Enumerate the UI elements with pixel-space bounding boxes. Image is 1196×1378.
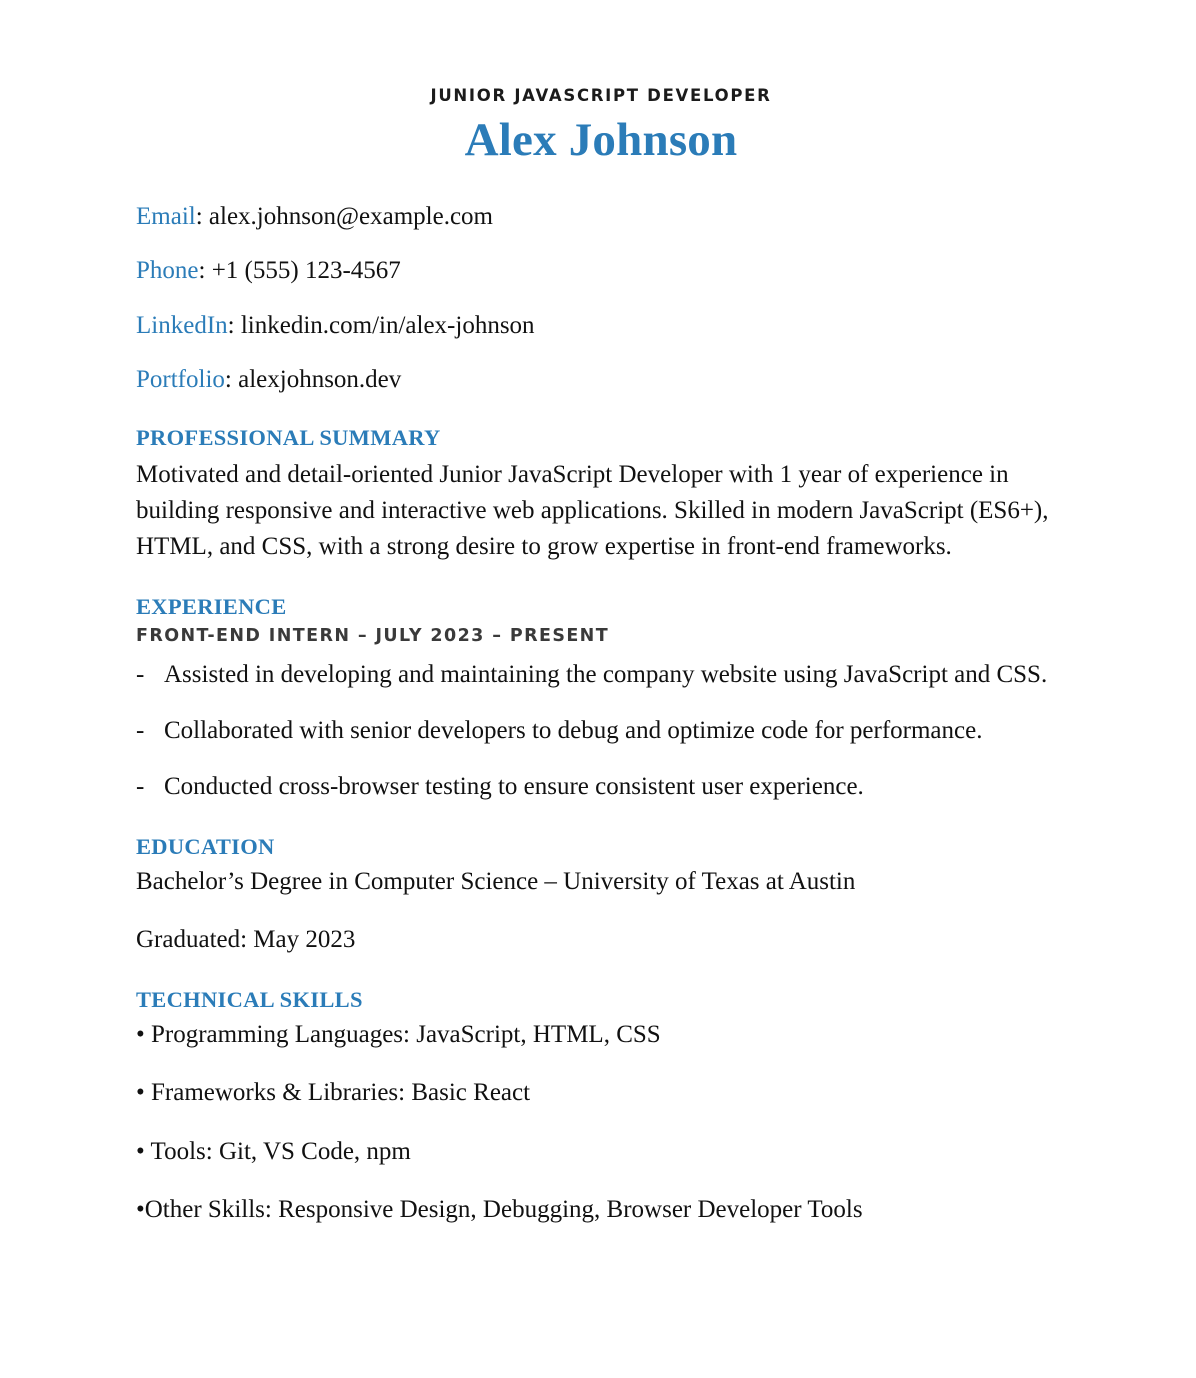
contact-phone-value[interactable]: +1 (555) 123-4567 (211, 257, 401, 285)
list-item: • Frameworks & Libraries: Basic React (136, 1079, 531, 1106)
contact-portfolio-value[interactable]: alexjohnson.dev (238, 365, 402, 393)
contact-portfolio-label: Portfolio (136, 365, 225, 393)
list-item: • Programming Languages: JavaScript, HTML, CSS (136, 1020, 661, 1048)
section-heading-education: EDUCATION (136, 833, 275, 859)
professional-summary-text: Motivated and detail-oriented Junior JavaScript Developer with 1 year of experience in building responsive and interactive web applications. Skilled in modern JavaScript (ES6+), HTML, and CSS, with a strong desire to grow expertise in front-end frameworks. (136, 461, 1049, 560)
contact-portfolio-separator: : (224, 365, 239, 393)
contact-email (136, 201, 1066, 232)
experience-bullet-list (136, 658, 1066, 803)
bullet-marker: - (136, 661, 145, 689)
contact-linkedin-label: LinkedIn (136, 311, 228, 339)
job-title: JUNIOR JAVASCRIPT DEVELOPER (430, 86, 772, 105)
contact-portfolio (136, 364, 1066, 395)
experience-bullet-text: Conducted cross-browser testing to ensure consistent user experience. (164, 772, 864, 800)
experience-bullet-text: Assisted in developing and maintaining the company website using JavaScript and CSS. (164, 661, 1048, 689)
list-item: • Tools: Git, VS Code, npm (136, 1137, 411, 1165)
bullet-marker: - (136, 772, 145, 800)
education-graduated: Graduated: May 2023 (136, 926, 356, 953)
contact-linkedin-value[interactable]: linkedin.com/in/alex-johnson (240, 311, 535, 339)
contact-phone (136, 255, 1066, 286)
contact-email-value[interactable]: alex.johnson@example.com (208, 203, 493, 230)
contact-email-separator: : (195, 203, 209, 230)
contact-phone-label: Phone (136, 257, 199, 285)
candidate-name: Alex Johnson (464, 114, 738, 166)
list-item (136, 770, 1066, 804)
experience-bullet-text: Collaborated with senior developers to debug and optimize code for performance. (164, 717, 983, 744)
contact-email-label: Email (136, 203, 196, 230)
list-item (136, 714, 1066, 748)
section-heading-experience: EXPERIENCE (136, 594, 287, 620)
contact-phone-separator: : (198, 257, 212, 285)
list-item: •Other Skills: Responsive Design, Debugging, Browser Developer Tools (136, 1196, 863, 1223)
contact-linkedin (136, 310, 1066, 341)
bullet-marker: - (136, 717, 145, 744)
section-heading-technical-skills: TECHNICAL SKILLS (136, 986, 363, 1012)
list-item (136, 658, 1066, 692)
experience-role-line: FRONT-END INTERN – JULY 2023 – PRESENT (136, 626, 610, 647)
contact-linkedin-separator: : (227, 311, 241, 339)
education-degree: Bachelor’s Degree in Computer Science – University of Texas at Austin (136, 867, 856, 895)
section-heading-professional-summary: PROFESSIONAL SUMMARY (136, 425, 441, 450)
